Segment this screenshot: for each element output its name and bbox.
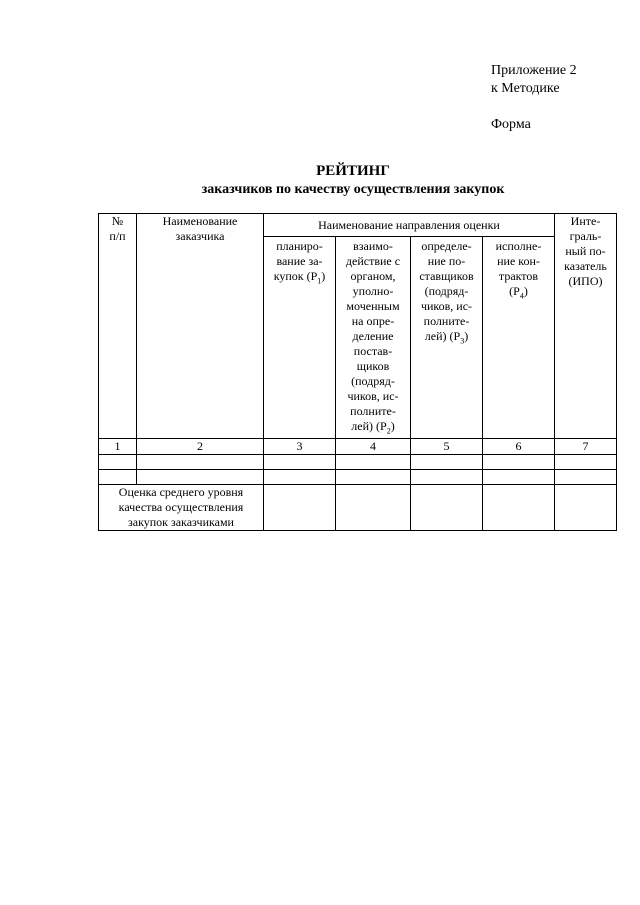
table-cell[interactable] <box>483 470 555 485</box>
header-direction-group <box>264 214 555 439</box>
table-cell[interactable] <box>137 455 264 470</box>
table-cell[interactable] <box>555 470 617 485</box>
table-cell[interactable] <box>335 485 410 531</box>
table-cell[interactable] <box>411 470 483 485</box>
header-num: № п/п <box>99 214 137 439</box>
column-number: 2 <box>137 439 264 455</box>
header-p2: взаимо- действие с органом, уполно- моченным на опре- деление постав- щиков (подряд- чиков, ис- полните- лей) $(P_2)$ <box>336 237 411 439</box>
table-cell[interactable] <box>335 470 410 485</box>
table-row <box>99 470 617 485</box>
table-cell[interactable] <box>483 455 555 470</box>
rating-table <box>98 213 617 531</box>
appendix-line-1: Приложение 2 <box>491 63 577 78</box>
column-number: 5 <box>411 439 483 455</box>
table-cell[interactable] <box>555 455 617 470</box>
appendix-line-2: к Методике <box>491 81 560 96</box>
header-direction: Наименование направления оценки <box>318 218 500 232</box>
header-p4: исполне- ние кон- трактов $(P_4)$ <box>483 237 555 439</box>
header-p1: планиро- вание за- купок $(P_1)$ <box>264 237 336 439</box>
document-subtitle: заказчиков по качеству осуществления закупок <box>201 182 505 197</box>
table-cell[interactable] <box>99 455 137 470</box>
header-p3: определе- ние по- ставщиков (подряд- чиков, ис- полните- лей) $(P_3)$ <box>411 237 483 439</box>
header-customer-name: Наименование заказчика <box>137 214 264 439</box>
footer-label: Оценка среднего уровня качества осуществления закупок заказчиками <box>99 485 264 531</box>
column-number: 4 <box>335 439 410 455</box>
table-cell[interactable] <box>264 470 336 485</box>
table-row <box>99 455 617 470</box>
table-cell[interactable] <box>264 455 336 470</box>
footer-row <box>99 485 617 531</box>
table-cell[interactable] <box>335 455 410 470</box>
appendix-note <box>491 62 577 98</box>
table-cell[interactable] <box>99 470 137 485</box>
header-ipo: Инте- граль- ный по- казатель (ИПО) <box>555 214 617 439</box>
table-cell[interactable] <box>137 470 264 485</box>
column-number: 7 <box>555 439 617 455</box>
table-cell[interactable] <box>555 485 617 531</box>
column-number: 3 <box>264 439 336 455</box>
column-number-row <box>99 439 617 455</box>
document-title: РЕЙТИНГ <box>316 163 390 179</box>
table-cell[interactable] <box>264 485 336 531</box>
table-cell[interactable] <box>411 485 483 531</box>
table-cell[interactable] <box>411 455 483 470</box>
column-number: 6 <box>483 439 555 455</box>
table-cell[interactable] <box>483 485 555 531</box>
column-number: 1 <box>99 439 137 455</box>
form-label: Форма <box>491 117 531 132</box>
